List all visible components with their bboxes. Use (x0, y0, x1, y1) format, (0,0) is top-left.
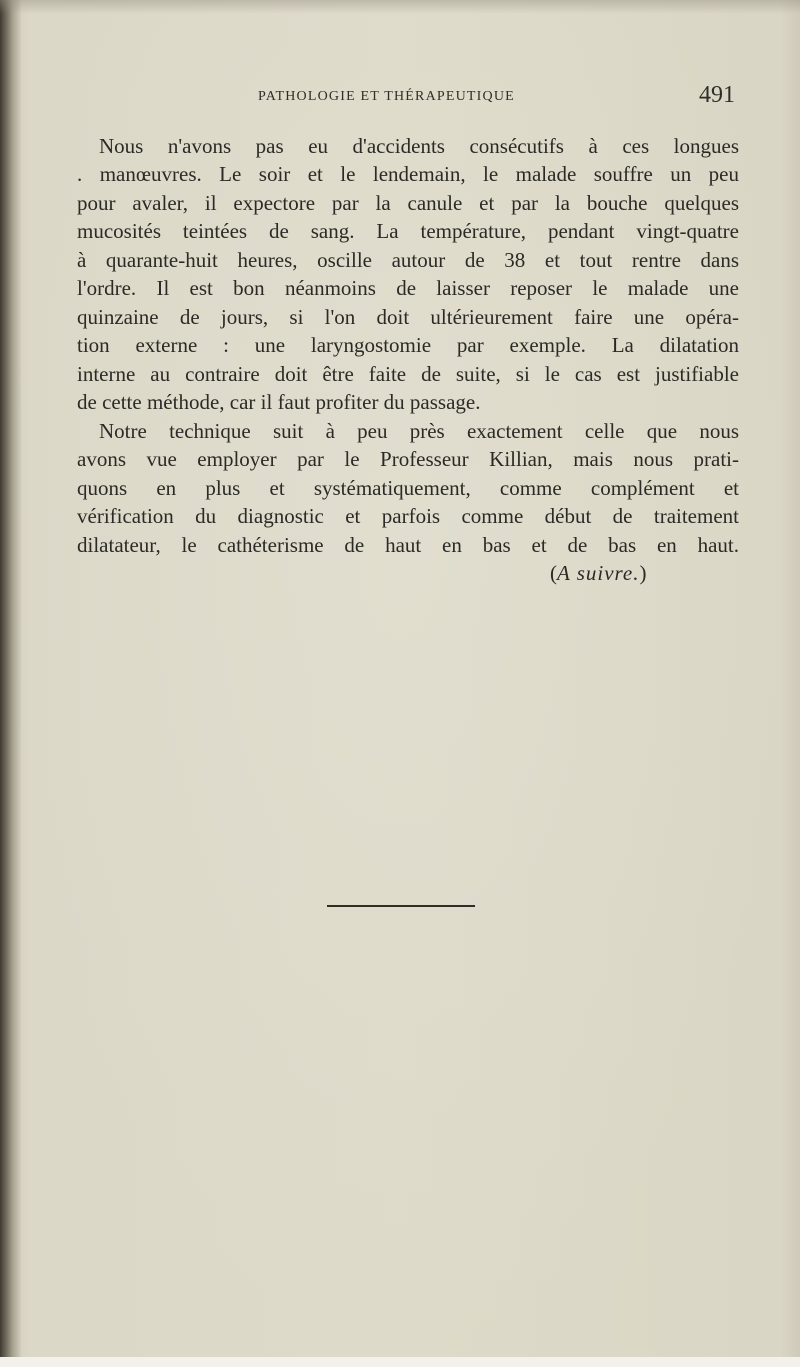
paragraph-2-line-5: dilatateur, le cathéterisme de haut en bas et de bas en haut. (77, 533, 739, 557)
page-bottom-edge (0, 1357, 800, 1367)
continuation-open-paren: ( (550, 561, 557, 585)
paragraph-1-line-4: mucosités teintées de sang. La température, pendant vingt-quatre (77, 219, 739, 243)
paragraph-1-line-9: interne au contraire doit être faite de suite, si le cas est justifiable (77, 362, 739, 386)
running-head: PATHOLOGIE ET THÉRAPEUTIQUE (258, 89, 515, 104)
page-number: 491 (699, 82, 735, 108)
paragraph-1-line-6: l'ordre. Il est bon néanmoins de laisser reposer le malade une (77, 276, 739, 300)
book-spine-shadow (0, 0, 22, 1367)
paragraph-1-line-1: Nous n'avons pas eu d'accidents consécutifs à ces longues (99, 134, 739, 158)
paragraph-2-line-1: Notre technique suit à peu près exactement celle que nous (99, 419, 739, 443)
paragraph-1-line-10: de cette méthode, car il faut profiter du passage. (77, 390, 481, 414)
paragraph-1-line-7: quinzaine de jours, si l'on doit ultérieurement faire une opéra- (77, 305, 739, 329)
continuation-note (550, 559, 647, 587)
paragraph-1-line-2: . manœuvres. Le soir et le lendemain, le malade souffre un peu (77, 162, 739, 186)
continuation-text: A suivre. (557, 561, 640, 585)
page-top-shadow (0, 0, 800, 14)
paragraph-1-line-3: pour avaler, il expectore par la canule et par la bouche quelques (77, 191, 739, 215)
continuation-close-paren: ) (639, 561, 647, 585)
paragraph-1-line-8: tion externe : une laryngostomie par exemple. La dilatation (77, 333, 739, 357)
paragraph-2-line-4: vérification du diagnostic et parfois comme début de traitement (77, 504, 739, 528)
paragraph-2-line-3: quons en plus et systématiquement, comme complément et (77, 476, 739, 500)
paragraph-2-line-2: avons vue employer par le Professeur Killian, mais nous prati- (77, 447, 739, 471)
paragraph-1-line-5: à quarante-huit heures, oscille autour de 38 et tout rentre dans (77, 248, 739, 272)
section-end-rule (327, 905, 475, 907)
